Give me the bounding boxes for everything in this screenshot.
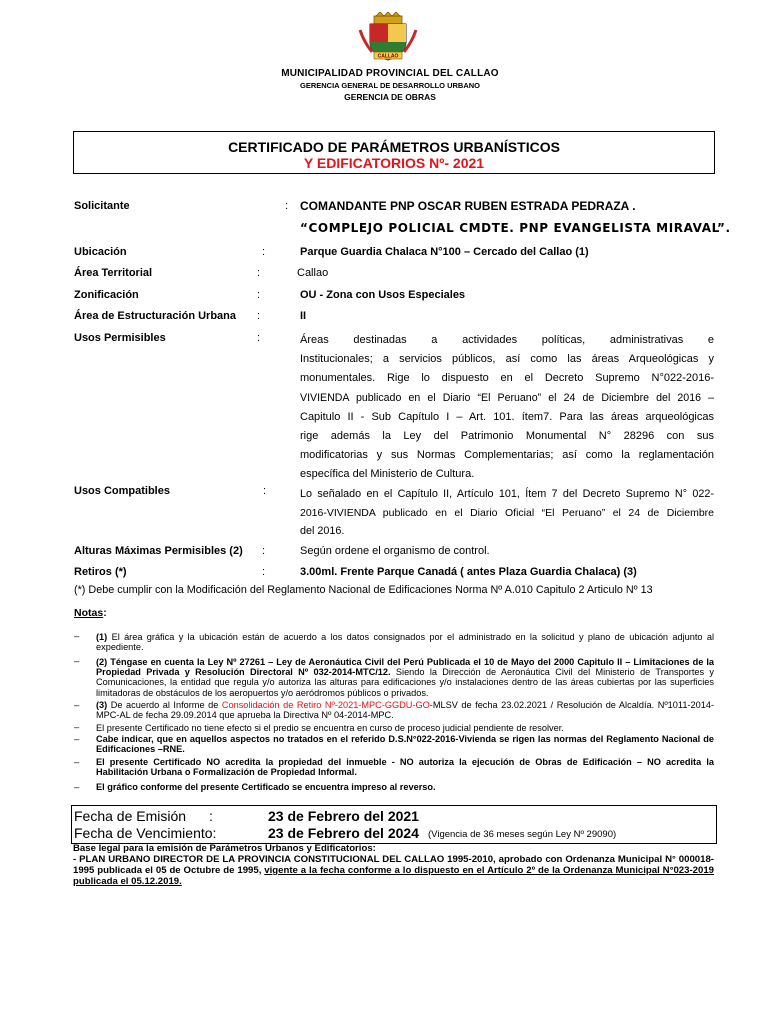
zonificacion-value: OU - Zona con Usos Especiales	[300, 289, 466, 301]
alturas-label: Alturas Máximas Permisibles (2)	[74, 545, 243, 557]
usos-permisibles-line: modificatorias y sus Normas Complementarias; así como la reglamentación	[300, 449, 714, 462]
header-gerencia-general: GERENCIA GENERAL DE DESARROLLO URBANO	[299, 81, 480, 90]
usos-permisibles-line: específica del Ministerio de Cultura.	[300, 468, 475, 481]
note-3-ref: (3)	[96, 700, 108, 710]
alturas-value: Según ordene el organismo de control.	[300, 545, 490, 557]
note-4: El presente Certificado no tiene efecto si el predio se encuentra en curso de proceso judicial pendiente de resolver.	[96, 723, 564, 733]
usos-compatibles-colon: :	[263, 485, 267, 497]
note-3-red-ref: Consolidación de Retiro Nº-2021-MPC-GGDU-GO	[221, 700, 430, 710]
note-bullet: –	[74, 757, 80, 768]
usos-compatibles-line: 2016-VIVIENDA publicado en el Diario Oficial “El Peruano” el 24 de Diciembre	[300, 506, 714, 519]
usos-compatibles-line: del 2016.	[300, 525, 345, 537]
certificate-title: CERTIFICADO DE PARÁMETROS URBANÍSTICOS	[228, 139, 560, 155]
usos-permisibles-line: VIVIENDA publicado en el Diario “El Peruano” el 24 de Diciembre del 2016 –	[300, 391, 714, 404]
retiros-value: 3.00ml. Frente Parque Canadá ( antes Plaza Guardia Chalaca) (3)	[300, 566, 637, 578]
certificate-title-box	[73, 131, 715, 174]
emision-colon: :	[209, 808, 213, 824]
vencimiento-label: Fecha de Vencimiento:	[74, 825, 217, 841]
usos-compatibles-label: Usos Compatibles	[74, 485, 170, 497]
ubicacion-label: Ubicación	[74, 246, 127, 258]
usos-permisibles-label: Usos Permisibles	[74, 332, 166, 344]
note-bullet: –	[74, 700, 80, 711]
header-gerencia-obras: GERENCIA DE OBRAS	[344, 92, 436, 102]
solicitante-colon: :	[285, 200, 289, 212]
note-2-ref: (2) Téngase en cuenta la Ley Nº 27261 – Ley de Aeronáutica Civil del Perú Publicada el 10 de Mayo del 2000 Capitulo II – Limitaciones de la Propiedad Privada y Resolución Directoral Nº 032-2014-MTC/12.	[96, 657, 714, 678]
note-bullet: –	[74, 722, 80, 733]
area-territorial-value: Callao	[297, 267, 329, 279]
estructuracion-value: II	[300, 310, 307, 322]
usos-compatibles-line: Lo señalado en el Capítulo II, Artículo 101, Ítem 7 del Decreto Supremo N° 022-	[300, 488, 714, 500]
usos-permisibles-text	[300, 331, 714, 485]
ubicacion-value: Parque Guardia Chalaca N°100 – Cercado del Callao (1)	[300, 246, 589, 258]
note-3-text-a: De acuerdo al Informe de	[107, 700, 222, 710]
note-1-text: El área gráfica y la ubicación están de acuerdo a los datos consignados por el administrado en la solicitud y plano de ubicación adjunto al expediente.	[96, 632, 714, 653]
note-3-text-b: -MLSV de fecha 23.02.2021 / Resolución de Alcaldía. Nº1011-2014-MPC-AL de fecha 29.09.2014 que aprueba la Directiva Nº 04-2014-MPC.	[96, 700, 714, 721]
note-bullet: –	[74, 631, 80, 642]
certificate-number: Y EDIFICATORIOS Nº- 2021	[303, 155, 485, 171]
usos-compatibles-text	[300, 485, 714, 541]
note-3	[96, 700, 714, 720]
zonificacion-colon: :	[257, 289, 261, 301]
emision-label: Fecha de Emisión	[74, 808, 187, 824]
logo-text: CALLAO	[377, 53, 399, 60]
note-bullet: –	[74, 734, 80, 745]
retiros-colon: :	[262, 566, 266, 578]
note-6: El presente Certificado NO acredita la propiedad del inmueble - NO autoriza la ejecución de Obras de Edificación – NO acredita la Habilitación Urbana o Formalización de Propiedad Informal.	[96, 757, 714, 778]
solicitante-project: “COMPLEJO POLICIAL CMDTE. PNP EVANGELISTA MIRAVAL”.	[300, 221, 731, 235]
area-territorial-colon: :	[257, 267, 261, 279]
solicitante-value: COMANDANTE PNP OSCAR RUBEN ESTRADA PEDRAZA .	[300, 199, 636, 213]
estructuracion-colon: :	[257, 310, 261, 322]
area-territorial-label: Área Territorial	[74, 267, 153, 279]
note-bullet: –	[74, 656, 80, 667]
usos-permisibles-line: Capitulo II - Sub Capítulo I – Art. 101. ítem7. Para las áreas arqueológicas	[300, 410, 714, 423]
municipal-logo	[356, 12, 420, 62]
estructuracion-label: Área de Estructuración Urbana	[74, 310, 236, 322]
notes-title	[74, 607, 107, 619]
solicitante-label: Solicitante	[74, 200, 130, 212]
dates-box	[71, 805, 717, 844]
zonificacion-label: Zonificación	[74, 289, 139, 301]
emision-date: 23 de Febrero del 2021	[268, 808, 419, 824]
alturas-colon: :	[262, 545, 266, 557]
notes-title-colon: :	[103, 607, 107, 619]
base-legal-text-b: vigente a la fecha conforme a lo dispuesto en el Artículo 2º de la Ordenanza Municipal N°023-2019 publicada el 05.12.2019.	[73, 865, 714, 887]
notes-title-text: Notas	[74, 607, 104, 619]
footnote-text: (*) Debe cumplir con la Modificación del Reglamento Nacional de Edificaciones Norma Nº A.010 Capitulo 2 Articulo Nº 13	[74, 584, 653, 596]
usos-permisibles-line: rige además la Ley del Patrimonio Monumental N° 28296 con sus	[300, 430, 714, 443]
header-municipality: MUNICIPALIDAD PROVINCIAL DEL CALLAO	[281, 68, 499, 79]
base-legal-text	[73, 854, 714, 887]
ubicacion-colon: :	[262, 246, 266, 258]
note-bullet: –	[74, 782, 80, 793]
vigencia-note: (Vigencia de 36 meses según Ley Nº 29090)	[428, 829, 617, 840]
note-1-ref: (1)	[96, 632, 108, 642]
retiros-label: Retiros (*)	[74, 566, 127, 578]
note-7: El gráfico conforme del presente Certificado se encuentra impreso al reverso.	[96, 782, 436, 792]
base-legal-text-a: - PLAN URBANO DIRECTOR DE LA PROVINCIA CONSTITUCIONAL DEL CALLAO 1995-2010, aprobado con Ordenanza Municipal N° 000018-1995 publicada el 05 de Octubre de 1995,	[73, 854, 714, 876]
note-1	[96, 632, 714, 652]
vencimiento-date: 23 de Febrero del 2024	[268, 825, 419, 841]
base-legal-title: Base legal para la emisión de Parámetros Urbanos y Edificatorios:	[73, 843, 376, 854]
note-2-text: Siendo la Dirección de Aeronáutica Civil del Ministerio de Transportes y Comunicaciones, la entidad que regula y/o autoriza las alturas para edificaciones y/o instalaciones dentro de las áreas cubiertas por las superficies limitadoras de obstáculos de los aeropuertos y/o aeródromos públicos o privados.	[96, 667, 715, 698]
usos-permisibles-colon: :	[257, 332, 261, 344]
usos-permisibles-line: monumentales. Rige lo dispuesto en el Decreto Supremo N°022-2016-	[300, 372, 714, 385]
usos-permisibles-line: Áreas destinadas a actividades políticas, administrativas e	[300, 334, 714, 346]
note-5: Cabe indicar, que en aquellos aspectos no tratados en el referido D.S.N°022-2016-Vivienda se rigen las normas del Reglamento Nacional de Edificaciones –RNE.	[96, 734, 714, 755]
usos-permisibles-line: Institucionales; a servicios públicos, así como las áreas Arqueológicas y	[300, 353, 714, 366]
note-2	[96, 657, 714, 698]
